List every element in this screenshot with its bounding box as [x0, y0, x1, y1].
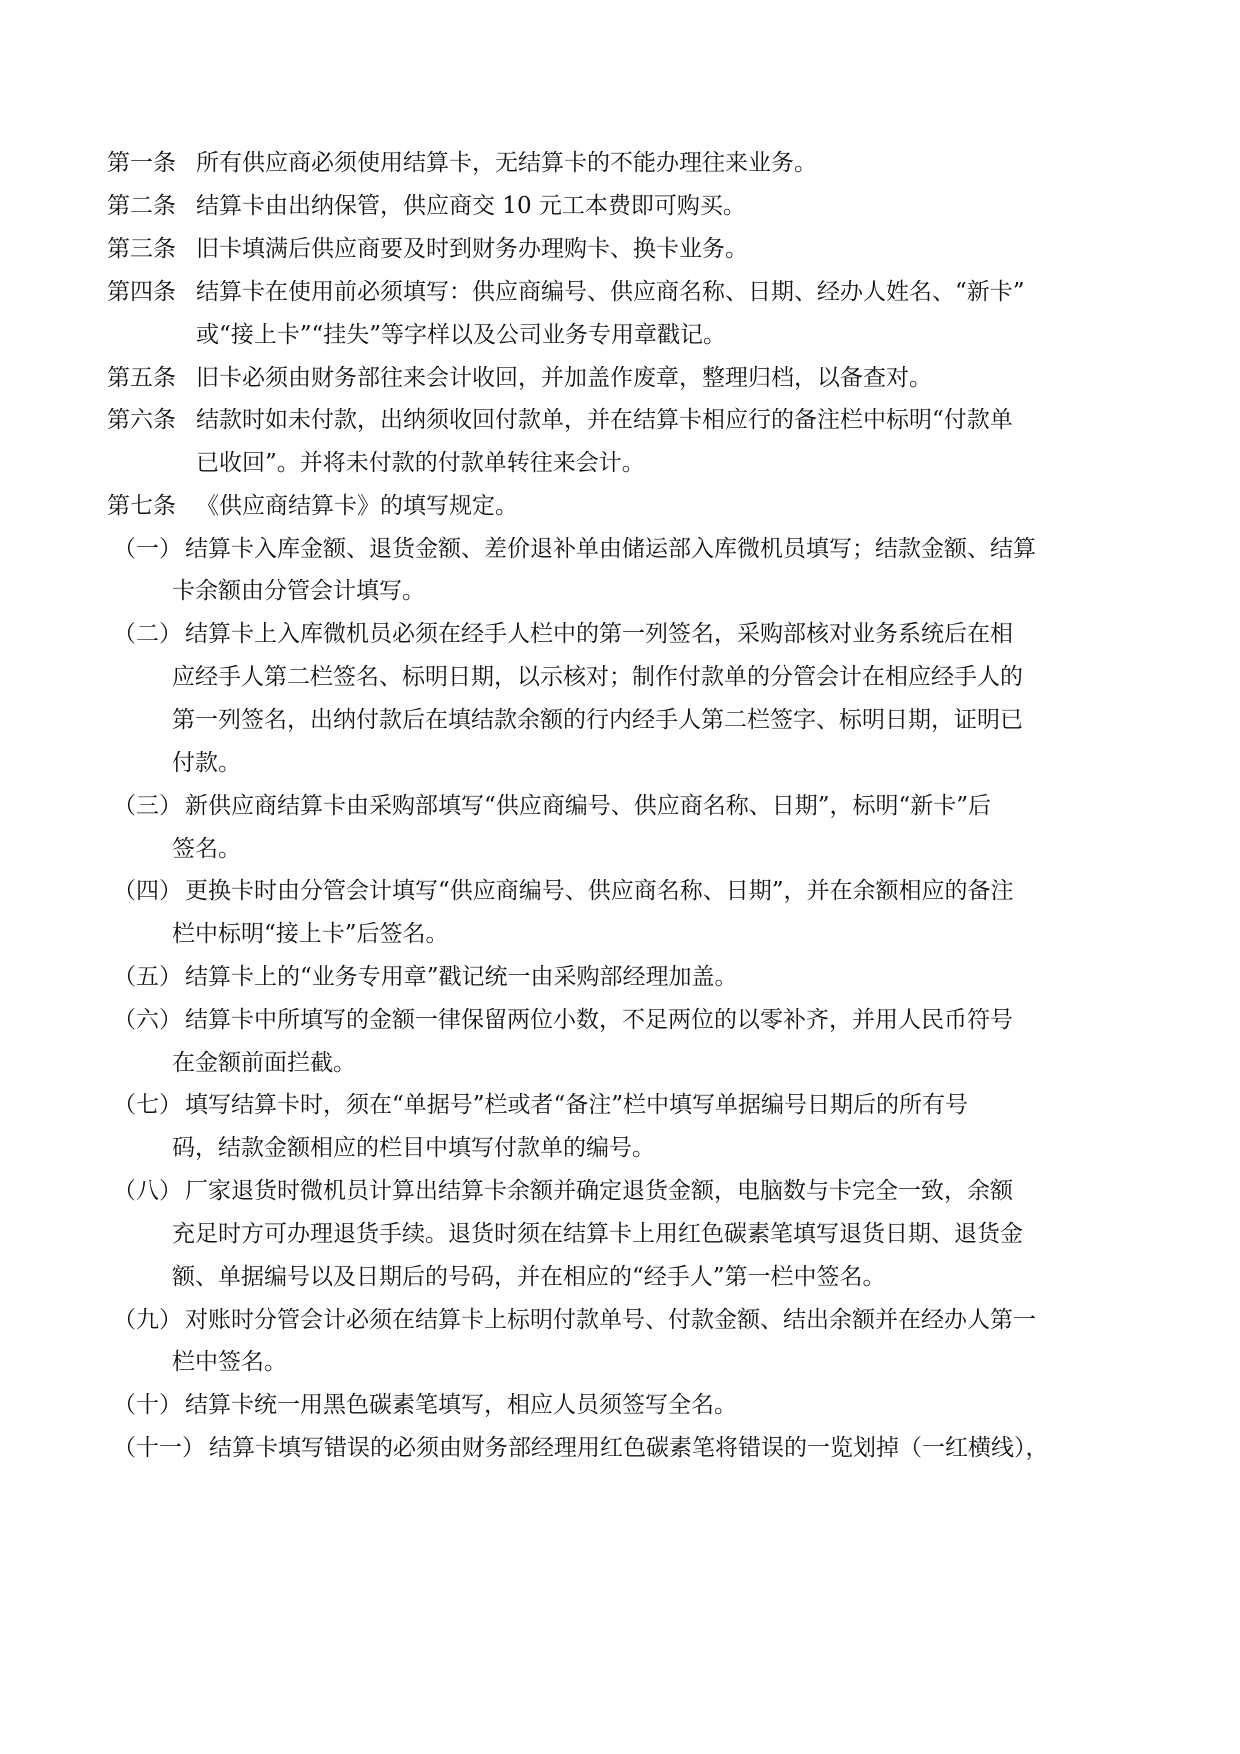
clause-text: 厂家退货时微机员计算出结算卡余额并确定退货金额，电脑数与卡完全一致，余额 [185, 1178, 1013, 1204]
article-label: 第三条 [107, 236, 176, 262]
clause-text: 卡余额由分管会计填写。 [172, 578, 425, 604]
clause-text: 应经手人第二栏签名、标明日期，以示核对；制作付款单的分管会计在相应经手人的 [172, 664, 1023, 690]
clause-text: 填写结算卡时，须在“单据号”栏或者“备注”栏中填写单据编号日期后的所有号 [185, 1092, 969, 1118]
clause-text: 结算卡中所填写的金额一律保留两位小数，不足两位的以零补齐，并用人民币符号 [185, 1007, 1013, 1033]
clause-text: 在金额前面拦截。 [172, 1050, 356, 1076]
clause-text: 付款。 [172, 750, 241, 776]
clause-label: （六） [113, 1007, 182, 1033]
article-label: 第五条 [107, 365, 176, 391]
clause-label: （二） [113, 621, 182, 647]
article-label: 第六条 [107, 407, 176, 433]
clause-text: 充足时方可办理退货手续。退货时须在结算卡上用红色碳素笔填写退货日期、退货金 [172, 1221, 1023, 1247]
article-text: 《供应商结算卡》的填写规定。 [196, 493, 518, 519]
clause-label: （一） [113, 536, 182, 562]
article-text: 结款时如未付款，出纳须收回付款单，并在结算卡相应行的备注栏中标明“付款单 [196, 407, 1013, 433]
clause-label: （十一） [113, 1435, 205, 1461]
article-text: 结算卡由出纳保管，供应商交 10 元工本费即可购买。 [196, 193, 746, 219]
clause-text: 结算卡统一用黑色碳素笔填写，相应人员须签写全名。 [185, 1392, 737, 1418]
clause-label: （五） [113, 964, 182, 990]
clause-text: 栏中签名。 [172, 1349, 287, 1375]
clause-text: 结算卡填写错误的必须由财务部经理用红色碳素笔将错误的一览划掉（一红横线）， [209, 1435, 1049, 1461]
clause-text: 更换卡时由分管会计填写“供应商编号、供应商名称、日期”，并在余额相应的备注 [185, 878, 1014, 904]
clause-label: （十） [113, 1392, 182, 1418]
clause-text: 结算卡上入库微机员必须在经手人栏中的第一列签名，采购部核对业务系统后在相 [185, 621, 1013, 647]
clause-label: （八） [113, 1178, 182, 1204]
clause-text: 第一列签名，出纳付款后在填结款余额的行内经手人第二栏签字、标明日期，证明已 [172, 707, 1023, 733]
article-text: 或“接上卡”“挂失”等字样以及公司业务专用章戳记。 [196, 322, 727, 348]
article-text: 所有供应商必须使用结算卡，无结算卡的不能办理往来业务。 [196, 150, 817, 176]
article-text: 已收回”。并将未付款的付款单转往来会计。 [196, 450, 645, 476]
clause-label: （九） [113, 1307, 182, 1333]
article-label: 第二条 [107, 193, 176, 219]
clause-text: 签名。 [172, 836, 241, 862]
article-label: 第四条 [107, 279, 176, 305]
clause-label: （七） [113, 1092, 182, 1118]
clause-text: 对账时分管会计必须在结算卡上标明付款单号、付款金额、结出余额并在经办人第一 [185, 1307, 1036, 1333]
article-text: 旧卡填满后供应商要及时到财务办理购卡、换卡业务。 [196, 236, 748, 262]
clause-text: 结算卡上的“业务专用章”戳记统一由采购部经理加盖。 [185, 964, 738, 990]
clause-text: 新供应商结算卡由采购部填写“供应商编号、供应商名称、日期”，标明“新卡”后 [185, 793, 992, 819]
article-label: 第一条 [107, 150, 176, 176]
clause-label: （三） [113, 793, 182, 819]
clause-text: 栏中标明“接上卡”后签名。 [172, 921, 449, 947]
clause-label: （四） [113, 878, 182, 904]
article-text: 结算卡在使用前必须填写：供应商编号、供应商名称、日期、经办人姓名、“新卡” [196, 279, 1025, 305]
article-text: 旧卡必须由财务部往来会计收回，并加盖作废章，整理归档，以备查对。 [196, 365, 932, 391]
clause-text: 码，结款金额相应的栏目中填写付款单的编号。 [172, 1135, 655, 1161]
clause-text: 结算卡入库金额、退货金额、差价退补单由储运部入库微机员填写；结款金额、结算 [185, 536, 1036, 562]
article-label: 第七条 [107, 493, 176, 519]
clause-text: 额、单据编号以及日期后的号码，并在相应的“经手人”第一栏中签名。 [172, 1264, 886, 1290]
